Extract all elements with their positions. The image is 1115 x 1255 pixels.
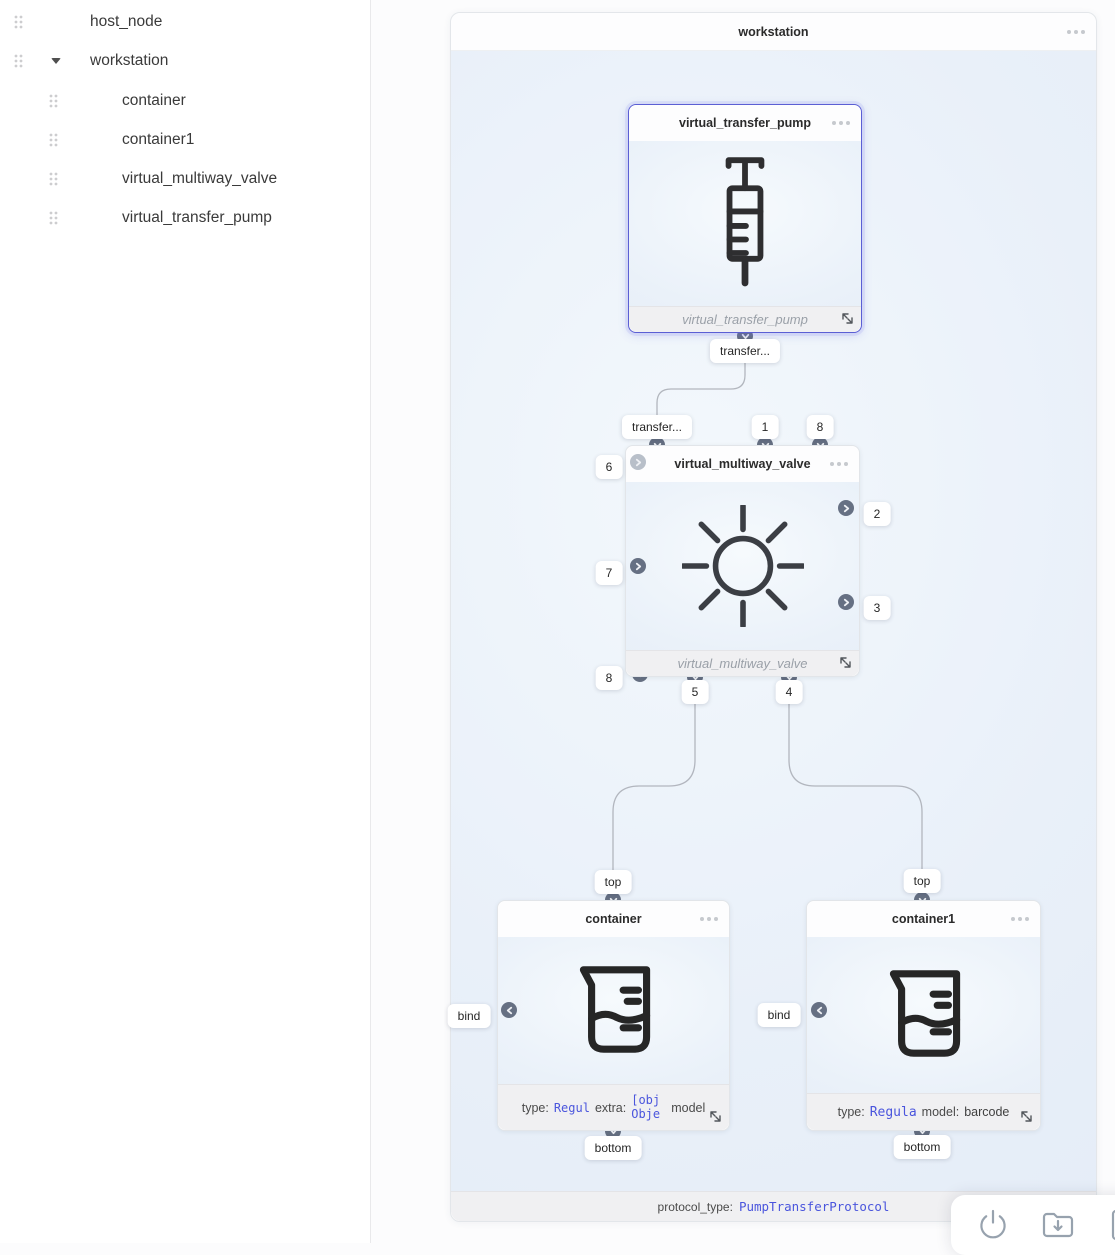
type-label: type: (521, 1100, 549, 1115)
node-footer (629, 306, 861, 332)
port-handle-container1-bind[interactable] (811, 1002, 827, 1018)
port-label-valve-1[interactable]: 1 (752, 415, 779, 439)
group-title: workstation (738, 24, 809, 39)
resize-icon[interactable] (708, 1109, 723, 1124)
port-label-valve-8left[interactable]: 8 (596, 666, 623, 690)
sidebar-item-label: virtual_transfer_pump (122, 209, 272, 226)
node-virtual-transfer-pump[interactable] (628, 104, 862, 333)
node-title: virtual_multiway_valve (674, 457, 811, 471)
sidebar-item-virtual-multiway-valve[interactable] (0, 164, 370, 194)
port-label-container1-bind[interactable]: bind (758, 1003, 801, 1027)
left-sidebar (0, 0, 371, 1243)
beaker-icon (558, 957, 670, 1065)
node-virtual-multiway-valve[interactable] (625, 445, 860, 677)
port-handle-valve-7[interactable] (630, 558, 646, 574)
resize-icon[interactable] (838, 655, 853, 670)
drag-handle-icon[interactable] (48, 171, 59, 187)
more-icon[interactable] (1067, 30, 1085, 34)
drag-handle-icon[interactable] (13, 53, 24, 69)
node-footer (498, 1084, 729, 1130)
group-header[interactable] (451, 13, 1096, 51)
sidebar-item-virtual-transfer-pump[interactable] (0, 203, 370, 233)
port-label-container-bottom[interactable]: bottom (585, 1136, 642, 1160)
sidebar-item-label: container (122, 92, 186, 109)
port-label-container-bind[interactable]: bind (448, 1004, 491, 1028)
sidebar-item-label: workstation (90, 52, 169, 69)
port-label-valve-3[interactable]: 3 (864, 596, 891, 620)
sidebar-item-host-node[interactable] (0, 7, 370, 37)
node-footer (626, 650, 859, 676)
model-label: model: (921, 1105, 960, 1119)
port-label-valve-6[interactable]: 6 (596, 455, 623, 479)
node-footer-label: virtual_transfer_pump (682, 312, 808, 327)
extra-label: extra: (594, 1100, 627, 1115)
port-handle-container-bind[interactable] (501, 1002, 517, 1018)
port-label-pump-transfer[interactable]: transfer... (710, 339, 780, 363)
file-icon[interactable] (1106, 1208, 1115, 1242)
protocol-type-value: PumpTransferProtocol (738, 1199, 890, 1214)
folder-download-icon[interactable] (1041, 1208, 1075, 1242)
node-header[interactable] (807, 901, 1040, 937)
port-handle-valve-3[interactable] (838, 594, 854, 610)
node-header[interactable] (498, 901, 729, 937)
node-body (626, 482, 859, 650)
node-footer (807, 1093, 1040, 1130)
caret-down-icon[interactable] (51, 58, 61, 64)
sidebar-item-container1[interactable] (0, 125, 370, 155)
port-label-container-top[interactable]: top (595, 870, 632, 894)
drag-handle-icon[interactable] (48, 210, 59, 226)
sidebar-item-label: container1 (122, 131, 195, 148)
port-label-valve-transfer[interactable]: transfer... (622, 415, 692, 439)
port-label-container1-bottom[interactable]: bottom (894, 1135, 951, 1159)
port-label-container1-top[interactable]: top (904, 869, 941, 893)
drag-handle-icon[interactable] (48, 132, 59, 148)
node-body (498, 937, 729, 1084)
valve-icon (682, 505, 804, 627)
sidebar-item-label: virtual_multiway_valve (122, 170, 278, 187)
more-icon[interactable] (1011, 917, 1029, 921)
node-title: virtual_transfer_pump (679, 116, 811, 130)
node-body (629, 141, 861, 306)
model-value: barcode (964, 1105, 1010, 1119)
drag-handle-icon[interactable] (13, 14, 24, 30)
sidebar-item-workstation[interactable] (0, 46, 370, 76)
drag-handle-icon[interactable] (48, 93, 59, 109)
syringe-icon (716, 150, 774, 298)
beaker-icon (868, 961, 980, 1069)
type-value: Regula (869, 1104, 917, 1120)
canvas-toolbar (951, 1195, 1115, 1255)
more-icon[interactable] (830, 462, 848, 466)
node-body (807, 937, 1040, 1093)
node-title: container1 (891, 912, 956, 926)
port-label-valve-2[interactable]: 2 (864, 502, 891, 526)
node-container[interactable] (497, 900, 730, 1131)
port-label-valve-8top[interactable]: 8 (807, 415, 834, 439)
port-handle-valve-2[interactable] (838, 500, 854, 516)
protocol-type-label: protocol_type: (657, 1199, 733, 1214)
resize-icon[interactable] (1019, 1109, 1034, 1124)
more-icon[interactable] (700, 917, 718, 921)
port-handle-valve-6[interactable] (630, 454, 646, 470)
sidebar-item-container[interactable] (0, 86, 370, 116)
type-value: Regul (553, 1100, 590, 1115)
resize-icon[interactable] (840, 311, 855, 326)
port-label-valve-4[interactable]: 4 (776, 680, 803, 704)
node-container1[interactable] (806, 900, 1041, 1131)
port-label-valve-5[interactable]: 5 (682, 680, 709, 704)
port-label-valve-7[interactable]: 7 (596, 561, 623, 585)
extra-value: [obj Obje (631, 1093, 661, 1121)
model-label: model (671, 1100, 706, 1115)
sidebar-item-label: host_node (90, 13, 163, 30)
more-icon[interactable] (832, 121, 850, 125)
node-header[interactable] (626, 446, 859, 482)
type-label: type: (837, 1105, 865, 1119)
power-icon[interactable] (976, 1207, 1010, 1243)
node-footer-label: virtual_multiway_valve (677, 656, 808, 671)
node-title: container (585, 912, 642, 926)
node-header[interactable] (629, 105, 861, 141)
